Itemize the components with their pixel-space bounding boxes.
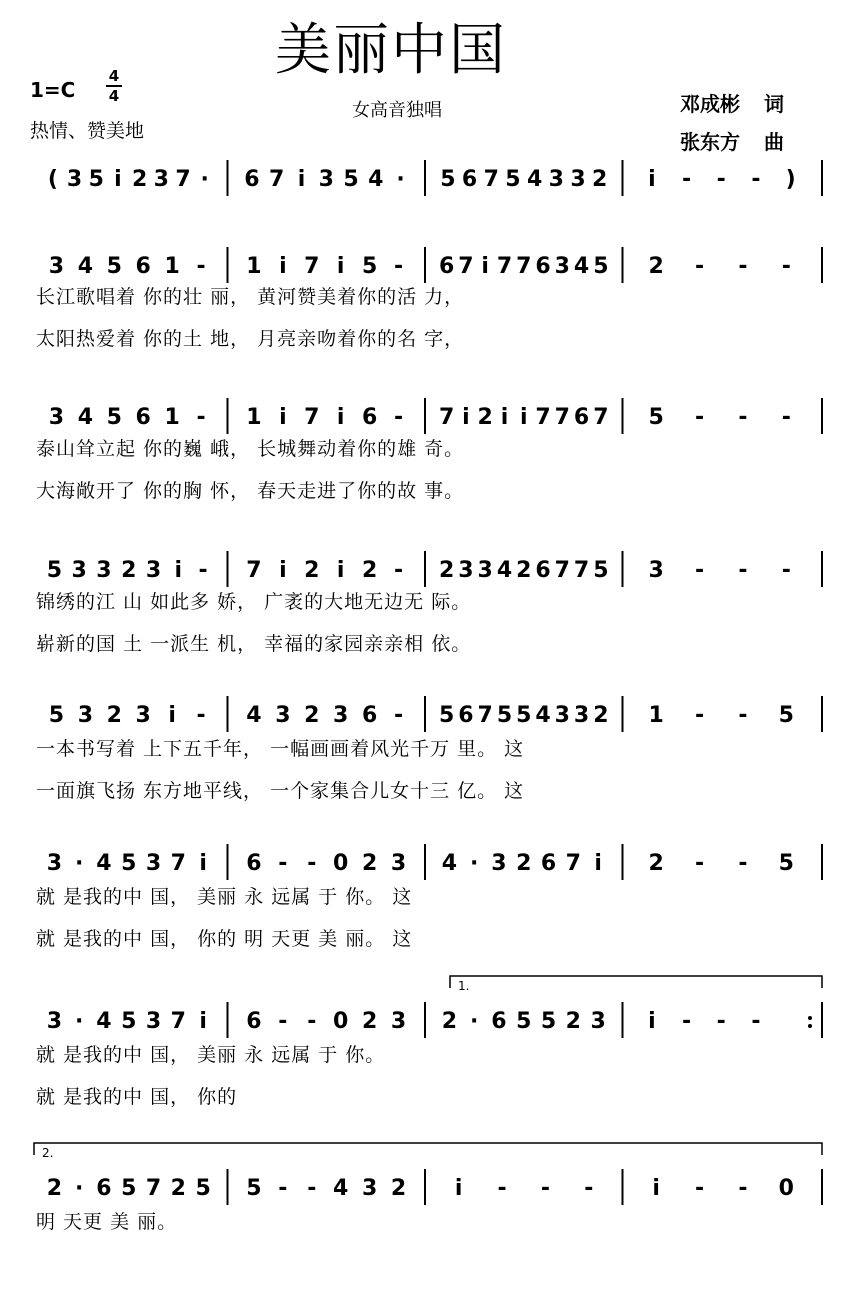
- note: 3: [548, 167, 564, 192]
- note: 7: [145, 1176, 162, 1201]
- note: 5: [516, 1009, 532, 1034]
- note: ·: [74, 1009, 84, 1034]
- lyric-line: 就 是我的中 国， 你的: [36, 1086, 238, 1108]
- note: 7: [246, 558, 262, 583]
- note: 1: [246, 405, 262, 430]
- note: 7: [573, 558, 590, 583]
- note: 2: [121, 558, 137, 583]
- note: -: [694, 254, 705, 279]
- composer-role: 曲: [764, 130, 784, 154]
- note: i: [336, 405, 345, 430]
- note: i: [481, 254, 489, 279]
- note: 5: [48, 703, 65, 728]
- note: 6: [361, 405, 378, 430]
- note: 2: [516, 558, 532, 583]
- note: 2: [361, 1009, 378, 1034]
- note: 7: [535, 405, 551, 430]
- note: -: [393, 405, 404, 430]
- note: -: [716, 167, 726, 192]
- note: 5: [593, 254, 609, 279]
- lyric-line: 一本书写着 上下五千年， 一幅画画着风光千万 里。 这: [36, 738, 525, 760]
- note: 2: [592, 167, 608, 192]
- note: 3: [66, 167, 83, 192]
- note: 2: [304, 703, 320, 728]
- note: 6: [246, 851, 262, 876]
- note: 2: [170, 1176, 186, 1201]
- note: i: [462, 405, 470, 430]
- repeat-dot: [808, 1024, 812, 1028]
- note: 3: [318, 167, 334, 192]
- note: 5: [121, 851, 137, 876]
- note: 3: [390, 1009, 407, 1034]
- note: 3: [458, 558, 474, 583]
- note: 5: [440, 167, 456, 192]
- note: i: [648, 167, 656, 192]
- note: 3: [145, 558, 162, 583]
- note: -: [497, 1176, 507, 1201]
- note: 4: [526, 167, 543, 192]
- note: -: [584, 1176, 594, 1201]
- volta-number: 1.: [458, 979, 470, 993]
- note: i: [454, 1176, 463, 1201]
- lyric-line: 长江歌唱着 你的壮 丽， 黄河赞美着你的活 力，: [36, 286, 465, 308]
- note: 6: [491, 1009, 507, 1034]
- note: i: [648, 1009, 656, 1034]
- note: 3: [333, 703, 349, 728]
- lyric-line: 太阳热爱着 你的土 地， 月亮亲吻着你的名 字，: [36, 328, 465, 350]
- note: i: [519, 405, 528, 430]
- note: 1: [164, 405, 180, 430]
- note: 3: [570, 167, 586, 192]
- note: 2: [361, 851, 378, 876]
- note: ): [785, 167, 796, 192]
- note: 7: [458, 254, 474, 279]
- note: 7: [554, 405, 570, 430]
- note: 5: [121, 1009, 137, 1034]
- composer-name: 张东方: [680, 130, 740, 154]
- lyric-line: 崭新的国 土 一派生 机， 幸福的家园亲亲相 依。: [36, 633, 472, 655]
- note: 5: [778, 703, 794, 728]
- note: 3: [554, 254, 570, 279]
- note: -: [738, 703, 748, 728]
- key-signature: 1=C: [30, 78, 76, 102]
- note: -: [393, 703, 404, 728]
- note: 4: [496, 558, 513, 583]
- note: -: [738, 851, 748, 876]
- note: -: [540, 1176, 551, 1201]
- note: 6: [535, 558, 551, 583]
- note: ·: [469, 1009, 479, 1034]
- note: 3: [390, 851, 407, 876]
- note: 7: [496, 254, 513, 279]
- note: 7: [477, 703, 493, 728]
- note: 5: [46, 558, 63, 583]
- note: -: [278, 1009, 288, 1034]
- note: 3: [648, 558, 664, 583]
- note: 5: [106, 405, 122, 430]
- note: 7: [170, 1009, 186, 1034]
- note: -: [738, 254, 748, 279]
- note: 7: [269, 167, 285, 192]
- note: ·: [200, 167, 209, 192]
- note: 2: [390, 1176, 407, 1201]
- note: 2: [304, 558, 320, 583]
- note: -: [738, 1176, 748, 1201]
- note: 7: [554, 558, 570, 583]
- note: -: [307, 851, 317, 876]
- note: 7: [304, 405, 320, 430]
- note: 3: [48, 405, 65, 430]
- note: i: [652, 1176, 660, 1201]
- note: 5: [505, 167, 521, 192]
- note: 4: [77, 254, 94, 279]
- note: 6: [458, 703, 474, 728]
- note: 2: [131, 167, 148, 192]
- note: 7: [593, 405, 609, 430]
- note: 3: [590, 1009, 606, 1034]
- volta-bracket: [34, 1143, 822, 1155]
- note: -: [278, 851, 288, 876]
- note: -: [681, 1009, 692, 1034]
- note: -: [781, 558, 791, 583]
- note: 0: [333, 851, 349, 876]
- note: 2: [516, 851, 532, 876]
- note: 0: [333, 1009, 349, 1034]
- repeat-dot: [808, 1016, 812, 1020]
- note: 2: [477, 405, 493, 430]
- note: (: [47, 167, 58, 192]
- note: -: [694, 558, 705, 583]
- note: -: [681, 167, 692, 192]
- volta-number: 2.: [42, 1146, 54, 1160]
- note: 5: [593, 558, 609, 583]
- note: 7: [565, 851, 581, 876]
- note: 2: [361, 558, 378, 583]
- note: -: [393, 558, 404, 583]
- note: 5: [540, 1009, 557, 1034]
- note: ·: [74, 851, 84, 876]
- lyric-line: 大海敞开了 你的胸 怀， 春天走进了你的故 事。: [36, 480, 465, 502]
- note: 7: [170, 851, 186, 876]
- note: ·: [396, 167, 405, 192]
- note: -: [196, 254, 206, 279]
- note: 6: [573, 405, 590, 430]
- lyric-line: 一面旗飞扬 东方地平线， 一个家集合儿女十三 亿。 这: [36, 780, 525, 802]
- note: 3: [275, 703, 291, 728]
- note: i: [279, 405, 287, 430]
- note: -: [694, 405, 705, 430]
- lyric-line: 泰山耸立起 你的巍 峨， 长城舞动着你的雄 奇。: [36, 438, 465, 460]
- note: -: [716, 1009, 726, 1034]
- note: -: [393, 254, 404, 279]
- note: 5: [106, 254, 122, 279]
- note: 3: [153, 167, 169, 192]
- note: 5: [648, 405, 664, 430]
- note: 7: [175, 167, 191, 192]
- lyric-line: 就 是我的中 国， 美丽 永 远属 于 你。: [36, 1044, 386, 1066]
- note: 2: [438, 558, 455, 583]
- note: 4: [333, 1176, 349, 1201]
- note: 6: [244, 167, 260, 192]
- note: -: [694, 703, 705, 728]
- note: 3: [145, 1009, 162, 1034]
- note: -: [694, 851, 705, 876]
- note: 4: [96, 1009, 112, 1034]
- note: 7: [483, 167, 499, 192]
- note: -: [198, 558, 208, 583]
- note: 1: [648, 703, 664, 728]
- note: 7: [304, 254, 320, 279]
- note: 3: [361, 1176, 378, 1201]
- note: i: [336, 558, 345, 583]
- note: 5: [778, 851, 794, 876]
- note: 3: [145, 851, 162, 876]
- note: -: [781, 254, 791, 279]
- note: i: [297, 167, 306, 192]
- note: i: [168, 703, 176, 728]
- note: 2: [46, 1176, 63, 1201]
- note: i: [594, 851, 602, 876]
- note: 6: [135, 405, 151, 430]
- note: 4: [368, 167, 384, 192]
- lyric-line: 锦绣的江 山 如此多 娇， 广袤的大地无边无 际。: [36, 591, 472, 613]
- note: ·: [74, 1176, 84, 1201]
- note: 3: [96, 558, 112, 583]
- note: 6: [461, 167, 478, 192]
- note: -: [278, 1176, 288, 1201]
- note: i: [114, 167, 122, 192]
- note: 4: [535, 703, 551, 728]
- note: 2: [565, 1009, 581, 1034]
- note: 3: [46, 1009, 63, 1034]
- note: 6: [246, 1009, 262, 1034]
- note: 5: [88, 167, 104, 192]
- note: i: [174, 558, 183, 583]
- note: 6: [361, 703, 378, 728]
- note: 4: [77, 405, 94, 430]
- note: 5: [361, 254, 378, 279]
- note: 5: [516, 703, 532, 728]
- lyric-line: 明 天更 美 丽。: [36, 1211, 178, 1233]
- note: -: [196, 405, 206, 430]
- note: i: [199, 1009, 207, 1034]
- tempo-marking: 热情、赞美地: [30, 120, 145, 142]
- lyric-line: 就 是我的中 国， 美丽 永 远属 于 你。 这: [36, 886, 413, 908]
- note: 3: [46, 851, 63, 876]
- song-title: 美丽中国: [275, 18, 507, 83]
- note: 3: [77, 703, 94, 728]
- note: 6: [540, 851, 557, 876]
- note: 1: [164, 254, 180, 279]
- note: 0: [778, 1176, 794, 1201]
- note: 5: [121, 1176, 137, 1201]
- time-signature: 4 4: [104, 68, 124, 104]
- note: 2: [106, 703, 122, 728]
- note: 6: [96, 1176, 112, 1201]
- note: 3: [554, 703, 570, 728]
- note: 6: [535, 254, 551, 279]
- lyric-line: 就 是我的中 国， 你的 明 天更 美 丽。 这: [36, 928, 413, 950]
- note: -: [781, 405, 791, 430]
- note: ·: [469, 851, 479, 876]
- voice-type: 女高音独唱: [352, 100, 442, 121]
- note: -: [307, 1009, 317, 1034]
- note: 6: [135, 254, 151, 279]
- lyricist-role: 词: [764, 92, 784, 116]
- note: 4: [246, 703, 262, 728]
- note: 2: [593, 703, 609, 728]
- note: 2: [648, 851, 664, 876]
- note: 6: [438, 254, 455, 279]
- note: 2: [648, 254, 664, 279]
- note: 5: [246, 1176, 262, 1201]
- note: 5: [438, 703, 455, 728]
- note: i: [336, 254, 345, 279]
- note: 4: [441, 851, 458, 876]
- note: 3: [573, 703, 590, 728]
- lyricist-name: 邓成彬: [680, 92, 740, 116]
- note: 3: [71, 558, 87, 583]
- note: 3: [491, 851, 507, 876]
- note: i: [500, 405, 509, 430]
- note: 3: [135, 703, 151, 728]
- note: 3: [48, 254, 65, 279]
- note: 4: [573, 254, 590, 279]
- note: -: [751, 167, 761, 192]
- note: 3: [477, 558, 493, 583]
- volta-bracket: [450, 976, 822, 988]
- note: 5: [195, 1176, 211, 1201]
- note: -: [307, 1176, 317, 1201]
- note: i: [279, 254, 287, 279]
- note: 7: [516, 254, 532, 279]
- note: 4: [96, 851, 112, 876]
- note: -: [694, 1176, 705, 1201]
- note: i: [199, 851, 207, 876]
- note: 5: [343, 167, 359, 192]
- note: -: [751, 1009, 761, 1034]
- note: -: [738, 405, 748, 430]
- note: -: [196, 703, 206, 728]
- note: i: [279, 558, 287, 583]
- note: 2: [441, 1009, 458, 1034]
- note: 5: [496, 703, 513, 728]
- note: 7: [438, 405, 455, 430]
- note: -: [738, 558, 748, 583]
- note: 1: [246, 254, 262, 279]
